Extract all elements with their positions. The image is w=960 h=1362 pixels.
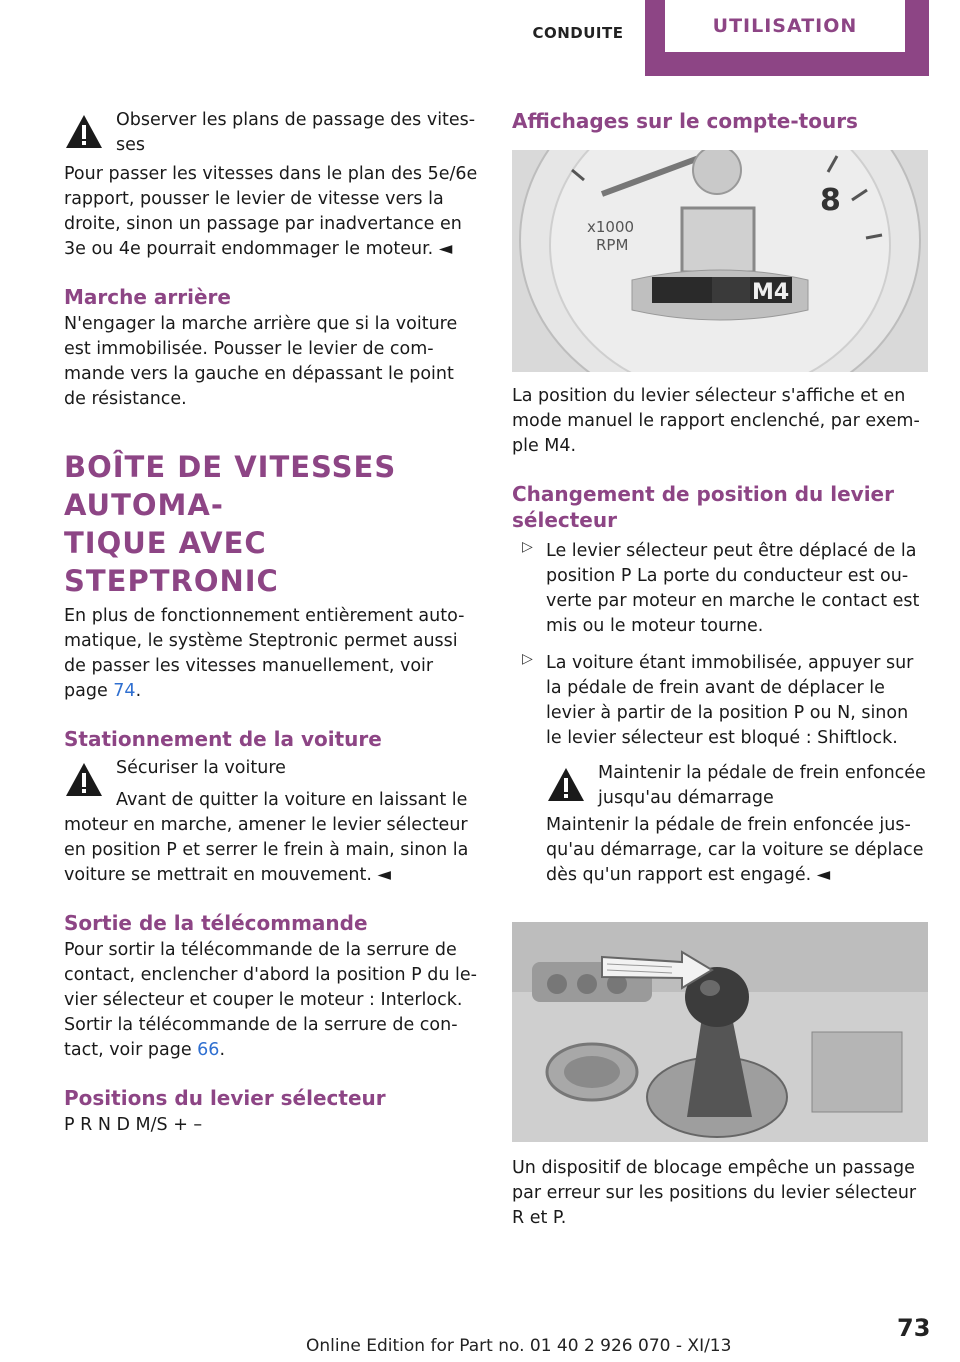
warning-title: Sécuriser la voiture	[116, 758, 286, 778]
heading-positions-levier: Positions du levier sélecteur	[64, 1086, 386, 1110]
right-column	[512, 108, 928, 1231]
section-tab-utilisation: UTILISATION	[665, 0, 905, 52]
paragraph-marche-arriere: N'engager la marche arrière que si la voiture est immobilisée. Pousser le levier de com-mande vers la gauche en dépassant le point de résistance.	[64, 314, 458, 409]
warning-title: Maintenir la pédale de frein enfoncée jusqu'au démarrage	[598, 763, 926, 808]
gear-lever-illustration	[512, 922, 928, 1142]
warning-note-securiser	[64, 756, 478, 806]
heading-boite-vitesses-l2: TIQUE AVEC STEPTRONIC	[64, 526, 279, 598]
heading-changement-position: Changement de position du levier sélecteur	[512, 482, 894, 532]
warning-body: Maintenir la pédale de frein enfoncée jus-qu'au démarrage, car la voiture se déplace dès qu'un rapport est engagé. ◄	[546, 815, 924, 885]
heading-boite-vitesses-l1: BOÎTE DE VITESSES AUTOMA-	[64, 450, 397, 522]
gauge-unit-x1000: x1000	[587, 218, 635, 236]
paragraph-positions: P R N D M/S + –	[64, 1115, 203, 1135]
gear-lever-image	[512, 922, 928, 1142]
paragraph-affichages: La position du levier sélecteur s'affiche et en mode manuel le rapport enclenché, par exem-ple M4.	[512, 386, 920, 456]
footer-edition: Online Edition for Part no. 01 40 2 926 070 - XI/13	[306, 1336, 732, 1356]
page-link-74[interactable]: 74	[113, 681, 136, 701]
heading-affichages: Affichages sur le compte-tours	[512, 109, 858, 133]
paragraph-sortie-telecommande: Pour sortir la télécommande de la serrure de contact, enclencher d'abord la position P du le-vier sélecteur et couper le moteur : Interlock. Sortir la télécommande de la serrure de con-tact, voir page 66.	[64, 940, 477, 1060]
tachometer-illustration	[512, 150, 928, 372]
list-item: ▷ La voiture étant immobilisée, appuyer sur la pédale de frein avant de déplacer le levier à partir de la position P ou N, sinon le levier sélecteur est bloqué : Shiftlock.	[522, 651, 914, 748]
gauge-display-gear: M4	[752, 280, 790, 305]
warning-title: Observer les plans de passage des vites-ses	[116, 110, 476, 155]
heading-sortie-telecommande: Sortie de la télécommande	[64, 911, 368, 935]
warning-triangle-icon	[546, 765, 586, 805]
warning-note-frein	[512, 761, 928, 888]
heading-stationnement: Stationnement de la voiture	[64, 727, 382, 751]
warning-body: Pour passer les vitesses dans le plan des 5e/6e rapport, pousser le levier de vitesse vers la droite, sinon un passage par inadvertance en 3e ou 4e pourrait endommager le moteur. ◄	[64, 164, 478, 259]
gauge-unit-rpm: RPM	[596, 236, 629, 254]
warning-note-gear-planes	[64, 108, 478, 158]
paragraph-dispositif-blocage: Un dispositif de blocage empêche un passage par erreur sur les positions du levier sélecteur R et P.	[512, 1158, 917, 1228]
left-column	[64, 108, 478, 1138]
list-item: ▷ Le levier sélecteur peut être déplacé de la position P La porte du conducteur est ou-verte par moteur en marche le contact est mis ou le moteur tourne.	[522, 539, 920, 636]
paragraph-steptronic: En plus de fonctionnement entièrement auto-matique, le système Steptronic permet aussi de passer les vitesses manuellement, voir page 74.	[64, 606, 465, 701]
page-link-66[interactable]: 66	[197, 1040, 220, 1060]
page-number: 73	[897, 1314, 931, 1342]
warning-triangle-icon	[64, 760, 104, 800]
warning-body: Avant de quitter la voiture en laissant le moteur en marche, amener le levier sélecteur en position P et serrer le frein à main, sinon la voiture se mettrait en mouvement. ◄	[64, 790, 469, 885]
heading-marche-arriere: Marche arrière	[64, 285, 231, 309]
tachometer-image	[512, 150, 928, 372]
bullet-arrow-icon: ▷	[522, 539, 533, 555]
warning-triangle-icon	[64, 112, 104, 152]
section-tab-conduite: CONDUITE	[532, 24, 624, 42]
gauge-tick-8: 8	[820, 183, 841, 218]
bullet-arrow-icon: ▷	[522, 651, 533, 667]
